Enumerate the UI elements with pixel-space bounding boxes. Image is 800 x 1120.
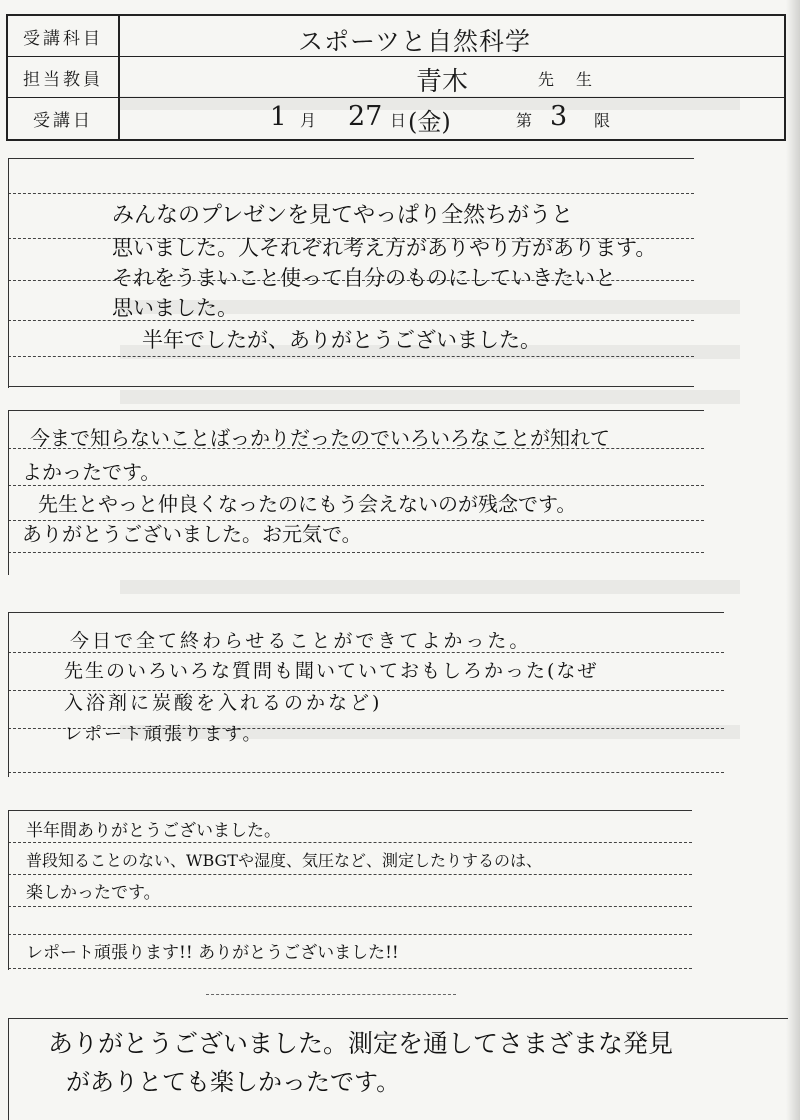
rule-line — [8, 772, 724, 773]
period-number: 3 — [550, 101, 568, 132]
date-month: 1 — [270, 102, 287, 132]
comment-block-3 — [8, 612, 724, 777]
comment-2-line-2: よかったです。 — [22, 460, 161, 484]
block-border — [8, 810, 9, 970]
teacher-label: 担当教員 — [8, 57, 120, 97]
rule-line — [8, 934, 692, 935]
rule-line — [8, 356, 694, 357]
subject-label: 受講科目 — [8, 16, 120, 56]
rule-line — [8, 810, 692, 811]
header-table — [6, 14, 786, 141]
teacher-name: 青木 — [416, 67, 469, 97]
subject-row — [8, 16, 784, 57]
block-border — [8, 410, 9, 575]
rule-line — [8, 612, 724, 613]
block-border — [8, 612, 9, 777]
comment-3-line-1: 今日で全て終わらせることができてよかった。 — [70, 630, 532, 652]
period-prefix: 第 — [516, 111, 533, 130]
comment-4-line-1: 半年間ありがとうございました。 — [26, 821, 281, 841]
comment-2-line-4: ありがとうございました。お元気で。 — [22, 522, 362, 546]
comment-1-line-3: それをうまいこと使って自分のものにしていきたいと — [112, 266, 616, 290]
rule-line — [8, 906, 692, 907]
rule-line — [8, 874, 692, 875]
comment-1-line-1: みんなのプレゼンを見てやっぱり全然ちがうと — [112, 203, 574, 228]
comment-block-5 — [8, 1018, 788, 1120]
comment-3-line-2: 先生のいろいろな質問も聞いていておもしろかった(なぜ — [64, 660, 599, 682]
date-day-unit: 日 — [390, 111, 407, 130]
comment-4-line-2: 普段知ることのない、WBGTや湿度、気圧など、測定したりするのは、 — [26, 851, 542, 870]
rule-line — [8, 320, 694, 321]
date-month-unit: 月 — [300, 111, 317, 130]
comment-1-line-5: 半年でしたが、ありがとうございました。 — [142, 328, 541, 352]
date-value-cell — [120, 98, 784, 139]
comment-block-1 — [8, 158, 694, 388]
comment-2-line-1: 今まで知らないことばっかりだったのでいろいろなことが知れて — [30, 426, 610, 450]
scan-edge-shadow — [786, 0, 800, 1120]
rule-line — [8, 1018, 788, 1019]
comment-1-line-4: 思いました。 — [112, 296, 238, 320]
block-border — [8, 158, 9, 388]
comment-block-2 — [8, 410, 704, 575]
rule-line — [8, 968, 692, 969]
teacher-suffix: 先生 — [538, 70, 615, 89]
date-weekday: (金) — [408, 108, 451, 136]
rule-line — [8, 386, 694, 387]
rule-line — [8, 842, 692, 843]
comment-1-line-2: 思いました。人それぞれ考え方がありやり方があります。 — [112, 236, 657, 260]
subject-value: スポーツと自然科学 — [298, 27, 532, 56]
separator-mark — [206, 994, 456, 995]
teacher-value-cell — [120, 57, 784, 97]
teacher-row — [8, 57, 784, 98]
rule-line — [8, 193, 694, 194]
rule-line — [8, 410, 704, 411]
comment-block-4 — [8, 810, 692, 970]
date-row — [8, 98, 784, 139]
rule-line — [8, 485, 704, 486]
date-label: 受講日 — [8, 98, 120, 139]
subject-value-cell — [120, 16, 784, 56]
comment-3-line-4: レポート頑張ります。 — [64, 724, 263, 745]
date-day: 27 — [348, 101, 383, 132]
comment-3-line-3: 入浴剤に炭酸を入れるのかなど) — [64, 692, 383, 714]
rule-line — [8, 552, 704, 553]
comment-4-line-3: 楽しかったです。 — [26, 883, 161, 903]
rule-line — [8, 158, 694, 159]
comment-4-line-4: レポート頑張ります!! ありがとうございました!! — [26, 943, 399, 963]
comment-5-line-2: がありとても楽しかったです。 — [66, 1068, 401, 1096]
comment-2-line-3: 先生とやっと仲良くなったのにもう会えないのが残念です。 — [38, 492, 577, 516]
comment-5-line-1: ありがとうございました。測定を通してさまざまな発見 — [48, 1029, 674, 1058]
block-border — [8, 1018, 9, 1120]
period-suffix: 限 — [594, 111, 611, 130]
